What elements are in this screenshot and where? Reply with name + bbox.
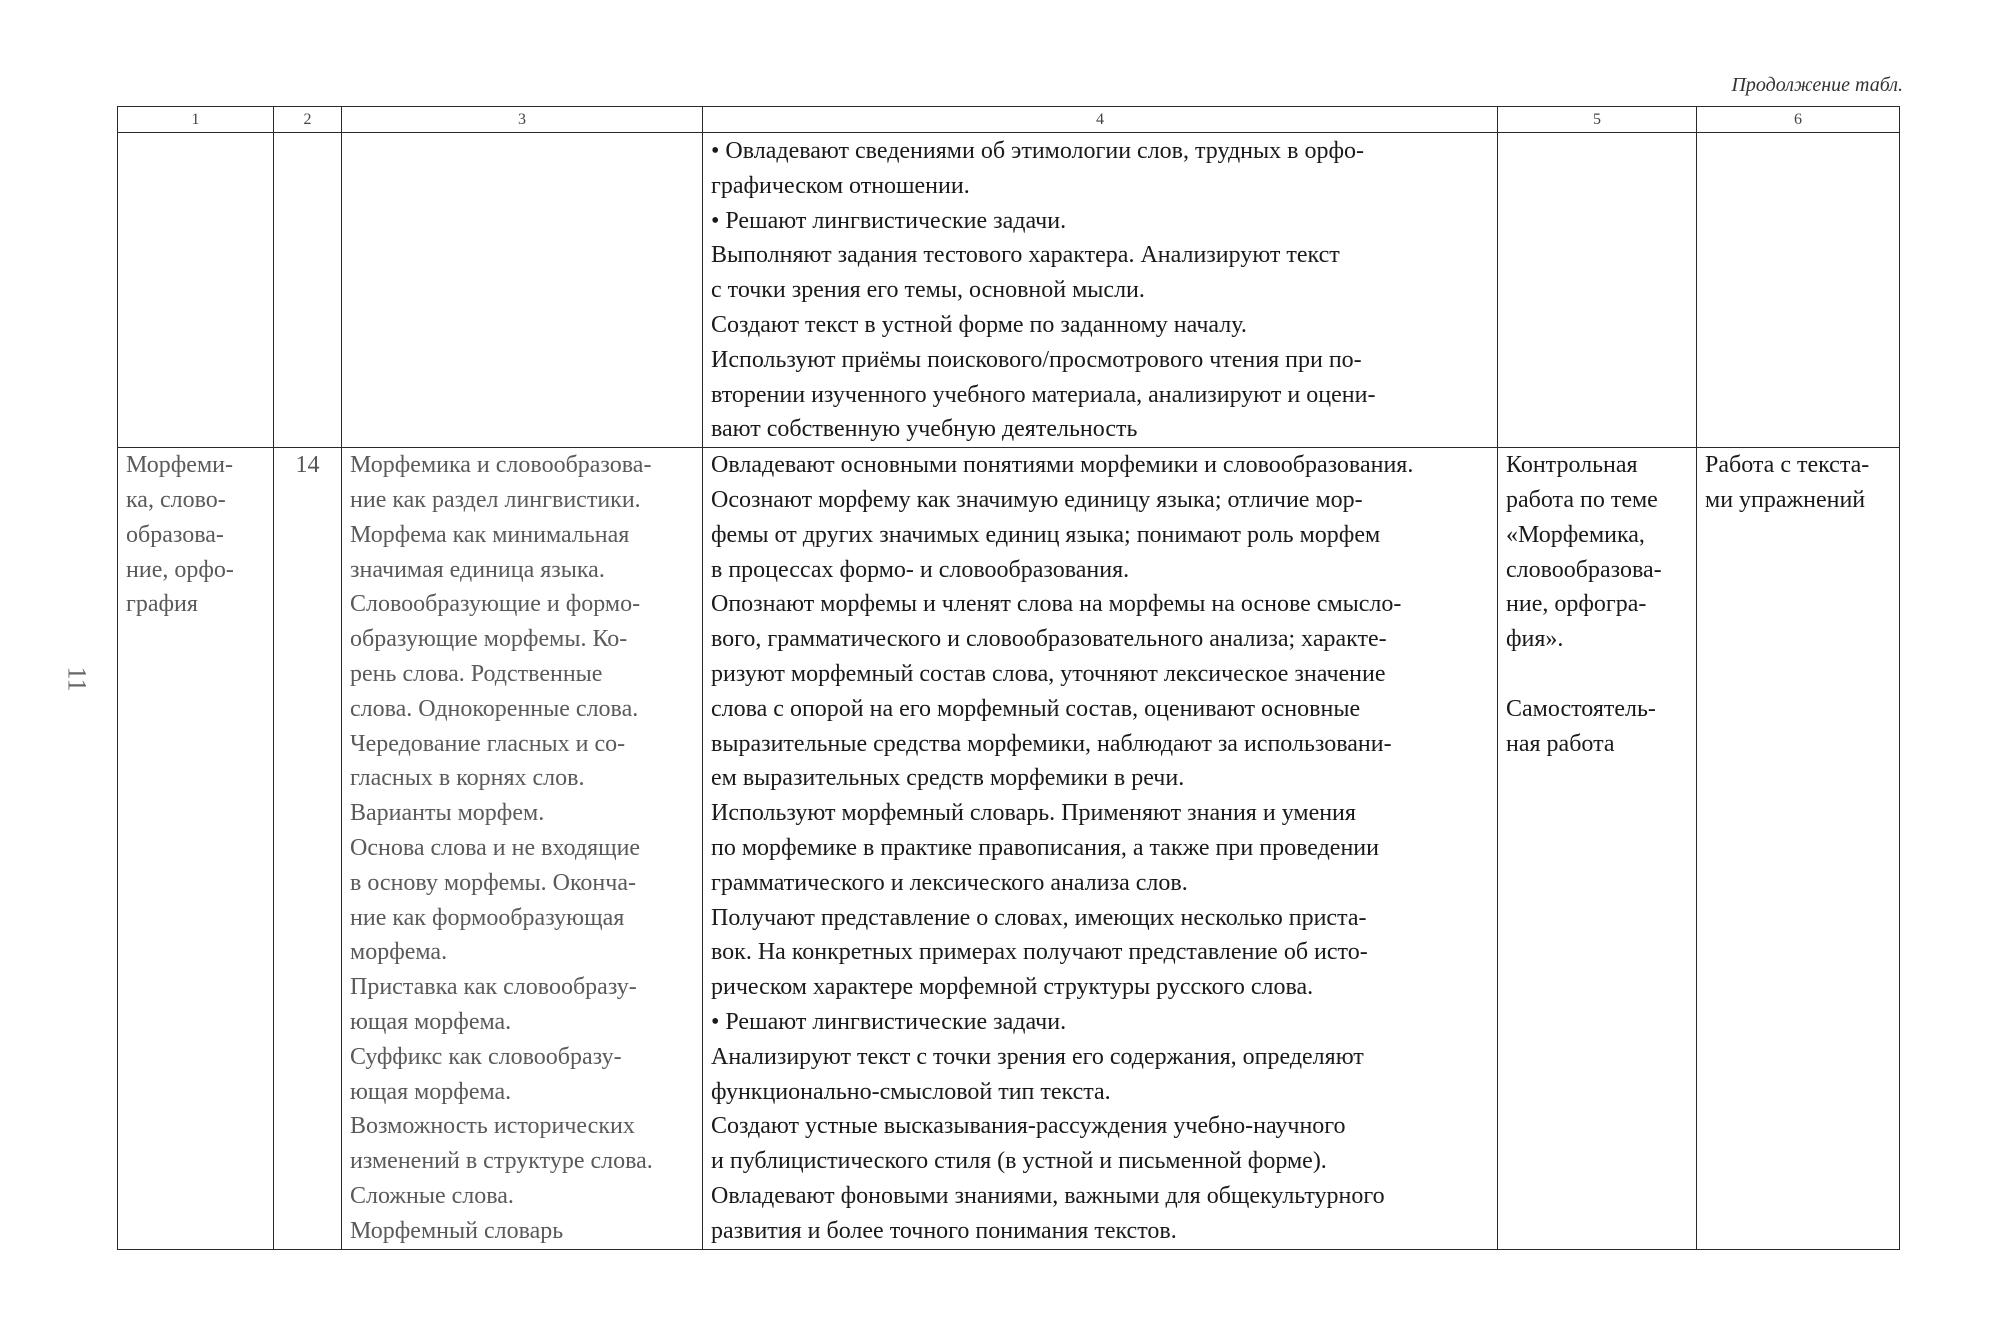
- control-forms: [1498, 448, 1697, 1249]
- text-line: Морфеми-: [126, 452, 233, 479]
- text-line: образующие морфемы. Ко-: [350, 626, 628, 653]
- text-line: Суффикс как словообразу-: [350, 1043, 622, 1070]
- page-number: 11: [62, 666, 92, 692]
- text-line: ние как формообразующая: [350, 904, 625, 931]
- header-col-3: 3: [342, 107, 703, 133]
- text-line: Создают устные высказывания-рассуждения учебно-научного: [711, 1113, 1346, 1140]
- text-line: Морфемика и словообразова-: [350, 452, 652, 479]
- text-line: Получают представление о словах, имеющих несколько приста-: [711, 904, 1367, 931]
- row2-activities: [703, 448, 1498, 1249]
- text-line: с точки зрения его темы, основной мысли.: [711, 277, 1145, 304]
- text-line: • Овладевают сведениями об этимологии слов, трудных в орфо-: [711, 138, 1365, 164]
- text-line: ем выразительных средств морфемики в речи.: [711, 765, 1185, 792]
- text-line: значимая единица языка.: [350, 556, 605, 583]
- text-line: функционально-смысловой тип текста.: [711, 1078, 1111, 1105]
- text-line: Анализируют текст с точки зрения его содержания, определяют: [711, 1043, 1364, 1070]
- table-row: [118, 133, 1900, 448]
- control-forms-test: [1506, 448, 1690, 657]
- text-line: Чередование гласных и со-: [350, 730, 626, 757]
- text-line: графия: [126, 591, 198, 618]
- text-line: образова-: [126, 521, 224, 548]
- row1-col6: [1697, 133, 1900, 448]
- row1-col2: [274, 133, 342, 448]
- text-line: «Морфемика,: [1506, 521, 1645, 548]
- text-line: работа по теме: [1506, 486, 1658, 513]
- text-line: Выполняют задания тестового характера. Анализируют текст: [711, 242, 1340, 269]
- text-line: ние, орфо-: [126, 556, 234, 583]
- table-caption: Продолжение табл.: [1731, 74, 1903, 96]
- table-row: [118, 448, 1900, 1249]
- header-col-6: 6: [1697, 107, 1900, 133]
- text-line: Морфема как минимальная: [350, 521, 630, 548]
- text-line: вают собственную учебную деятельность: [711, 416, 1138, 443]
- text-line: Используют приёмы поискового/просмотрового чтения при по-: [711, 346, 1362, 373]
- row1-activities: [703, 133, 1498, 448]
- text-line: в процессах формо- и словообразования.: [711, 556, 1130, 583]
- text-line: вого, грамматического и словообразовательного анализа; характе-: [711, 626, 1387, 653]
- text-line: ющая морфема.: [350, 1078, 512, 1105]
- text-line: Морфемный словарь: [350, 1217, 564, 1244]
- hours-count: 14: [274, 448, 342, 1249]
- text-line: гласных в корнях слов.: [350, 765, 585, 792]
- text-line: Приставка как словообразу-: [350, 974, 637, 1001]
- text-line: Используют морфемный словарь. Применяют знания и умения: [711, 800, 1356, 827]
- text-line: ризуют морфемный состав слова, уточняют лексическое значение: [711, 660, 1386, 687]
- text-line: ющая морфема.: [350, 1008, 512, 1035]
- header-col-1: 1: [118, 107, 274, 133]
- text-line: выразительные средства морфемики, наблюдают за использовани-: [711, 730, 1392, 757]
- text-line: рическом характере морфемной структуры русского слова.: [711, 974, 1314, 1001]
- text-line: графическом отношении.: [711, 172, 970, 199]
- text-line: Возможность исторических: [350, 1113, 635, 1140]
- text-line: вок. На конкретных примерах получают представление об исто-: [711, 939, 1368, 966]
- text-line: фемы от других значимых единиц языка; понимают роль морфем: [711, 521, 1381, 548]
- header-col-4: 4: [703, 107, 1498, 133]
- text-line: словообразова-: [1506, 556, 1662, 583]
- header-row: [118, 107, 1900, 133]
- text-line: Сложные слова.: [350, 1182, 514, 1209]
- text-line: Самостоятель-: [1506, 695, 1656, 722]
- text-line: вторении изученного учебного материала, анализируют и оцени-: [711, 381, 1376, 408]
- curriculum-table: [117, 106, 1900, 1250]
- text-line: Опознают морфемы и членят слова на морфемы на основе смысло-: [711, 591, 1402, 618]
- text-line: рень слова. Родственные: [350, 660, 603, 687]
- header-col-2: 2: [274, 107, 342, 133]
- row1-col1: [118, 133, 274, 448]
- text-line: Основа слова и не входящие: [350, 834, 641, 861]
- text-line: морфема.: [350, 939, 448, 966]
- text-line: Овладевают фоновыми знаниями, важными для общекультурного: [711, 1182, 1385, 1209]
- text-line: ми упражнений: [1705, 486, 1866, 513]
- text-line: Контрольная: [1506, 452, 1638, 479]
- text-line: • Решают лингвистические задачи.: [711, 1008, 1067, 1035]
- text-line: в основу морфемы. Оконча-: [350, 869, 636, 896]
- header-col-5: 5: [1498, 107, 1697, 133]
- text-line: ние как раздел лингвистики.: [350, 486, 641, 513]
- text-line: по морфемике в практике правописания, а также при проведении: [711, 834, 1379, 861]
- text-line: слова с опорой на его морфемный состав, оценивают основные: [711, 695, 1361, 722]
- control-forms-independent: [1506, 692, 1690, 762]
- topic-content: [342, 448, 703, 1249]
- text-line: Осознают морфему как значимую единицу языка; отличие мор-: [711, 486, 1363, 513]
- text-line: Овладевают основными понятиями морфемики и словообразования.: [711, 452, 1414, 479]
- text-line: и публицистического стиля (в устной и письменной форме).: [711, 1148, 1327, 1175]
- row1-col3: [342, 133, 703, 448]
- text-line: изменений в структуре слова.: [350, 1148, 653, 1175]
- exercise-work: [1697, 448, 1900, 1249]
- text-line: грамматического и лексического анализа слов.: [711, 869, 1188, 896]
- text-line: ная работа: [1506, 730, 1615, 757]
- text-line: Создают текст в устной форме по заданному началу.: [711, 311, 1247, 338]
- text-line: фия».: [1506, 626, 1564, 653]
- text-line: Работа с текста-: [1705, 452, 1870, 479]
- text-line: • Решают лингвистические задачи.: [711, 207, 1067, 234]
- text-line: развития и более точного понимания текстов.: [711, 1217, 1177, 1244]
- section-title: [118, 448, 274, 1249]
- text-line: ние, орфогра-: [1506, 591, 1647, 618]
- text-line: Словообразующие и формо-: [350, 591, 641, 618]
- row1-col5: [1498, 133, 1697, 448]
- text-line: слова. Однокоренные слова.: [350, 695, 639, 722]
- text-line: ка, слово-: [126, 486, 226, 513]
- text-line: Варианты морфем.: [350, 800, 545, 827]
